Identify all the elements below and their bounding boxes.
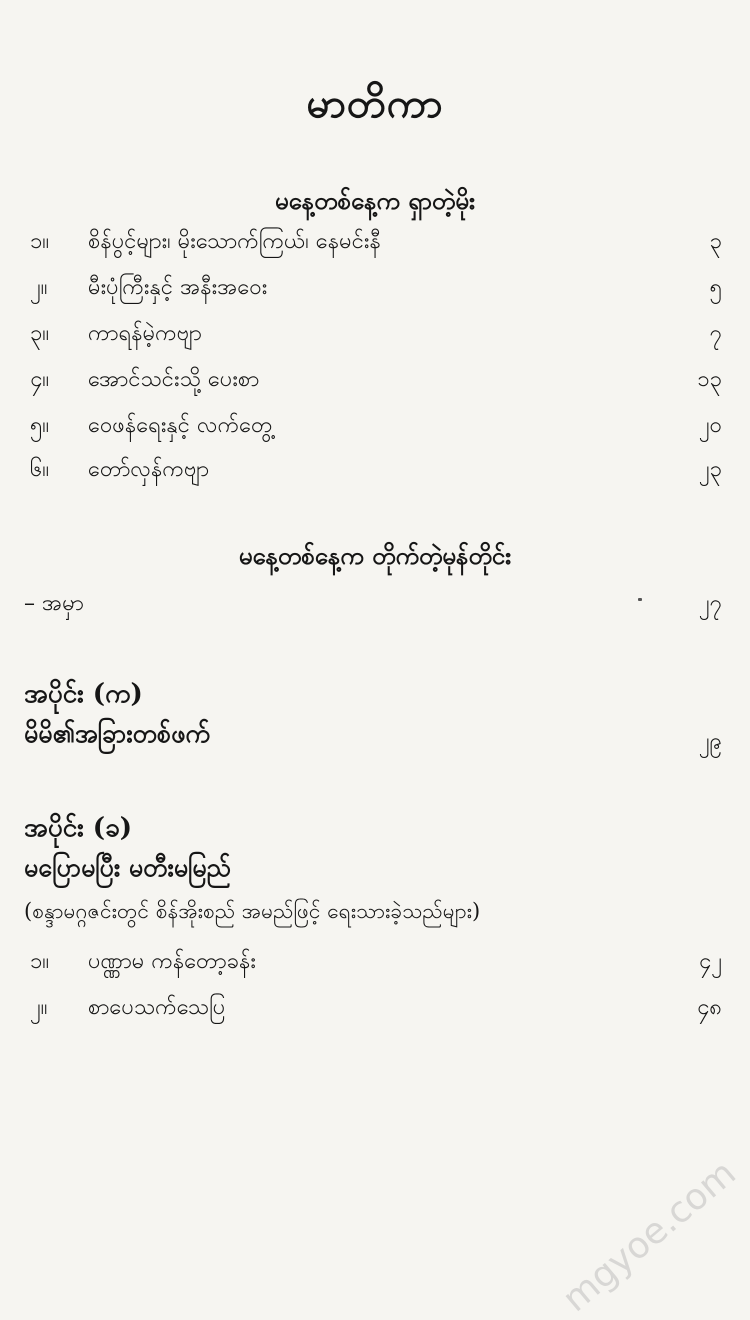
part-a-label: အပိုင်း (က) [24, 679, 143, 709]
entry-page: ၂၇ [698, 591, 722, 616]
entry-page: ၂၃ [698, 457, 722, 482]
part-a-title: မိမိ၏အခြားတစ်ဖက် [24, 719, 210, 748]
part-b-label: အပိုင်း (ခ) [24, 813, 132, 843]
entry-page: ၄၈ [697, 995, 722, 1020]
entry-title: မီးပုံကြီးနှင့် အနီးအဝေး [88, 275, 268, 300]
toc-entry [0, 318, 750, 358]
entry-number: ၁။ [30, 949, 50, 974]
entry-page: ၁၃ [697, 367, 722, 392]
toc-entry [0, 272, 750, 312]
entry-title: – အမှာ [24, 591, 84, 616]
entry-page: ၇ [709, 321, 722, 346]
part-b-note: (စန္ဒာမဂ္ဂဇင်းတွင် စိန်အိုးစည် အမည်ဖြင့် ရေးသားခဲ့သည်များ) [24, 899, 481, 923]
entry-number: ၂။ [30, 275, 48, 300]
entry-title: တော်လှန်ကဗျာ [88, 457, 210, 482]
toc-entry [0, 226, 750, 266]
entry-number: ၂။ [30, 995, 48, 1020]
entry-page: ၅ [709, 275, 722, 300]
entry-title: ဝေဖန်ရေးနှင့် လက်တွေ့ [88, 413, 273, 438]
watermark: mgyoe.com [555, 1152, 744, 1320]
entry-title: ပဏ္ဏာမ ကန်တော့ခန်း [88, 949, 256, 974]
section-heading-2: မနေ့တစ်နေ့က တိုက်တဲ့မုန်တိုင်း [238, 541, 512, 570]
toc-entry [0, 410, 750, 450]
page-title: မာတိကာ [306, 80, 444, 127]
entry-title: စိန်ပွင့်များ၊ မိုးသောက်ကြယ်၊ နေမင်းနီ [88, 229, 381, 254]
entry-page: ၃ [709, 229, 722, 254]
toc-entry [0, 454, 750, 494]
toc-entry [0, 588, 750, 628]
entry-page: ၂၉ [698, 729, 722, 754]
entry-number: ၄။ [30, 367, 50, 392]
toc-entry [0, 992, 750, 1032]
entry-title: အောင်သင်းသို့ ပေးစာ [88, 367, 260, 392]
entry-number: ၅။ [30, 413, 50, 438]
entry-page: ၄၂ [698, 949, 722, 974]
entry-title: ကာရန်မဲ့ကဗျာ [88, 321, 202, 346]
section-heading-1: မနေ့တစ်နေ့က ရှာတဲ့မိုး [274, 186, 476, 215]
toc-entry [0, 364, 750, 404]
entry-number: ၁။ [30, 229, 50, 254]
entry-number: ၆။ [30, 457, 50, 482]
entry-number: ၃။ [30, 321, 50, 346]
toc-entry [0, 726, 750, 766]
entry-title: စာပေသက်သေပြ [88, 995, 226, 1020]
entry-page: ၂၀ [698, 413, 722, 438]
print-speck [638, 598, 642, 601]
toc-entry [0, 946, 750, 986]
part-b-title: မပြောမပြီး မတီးမမြည် [24, 853, 231, 882]
